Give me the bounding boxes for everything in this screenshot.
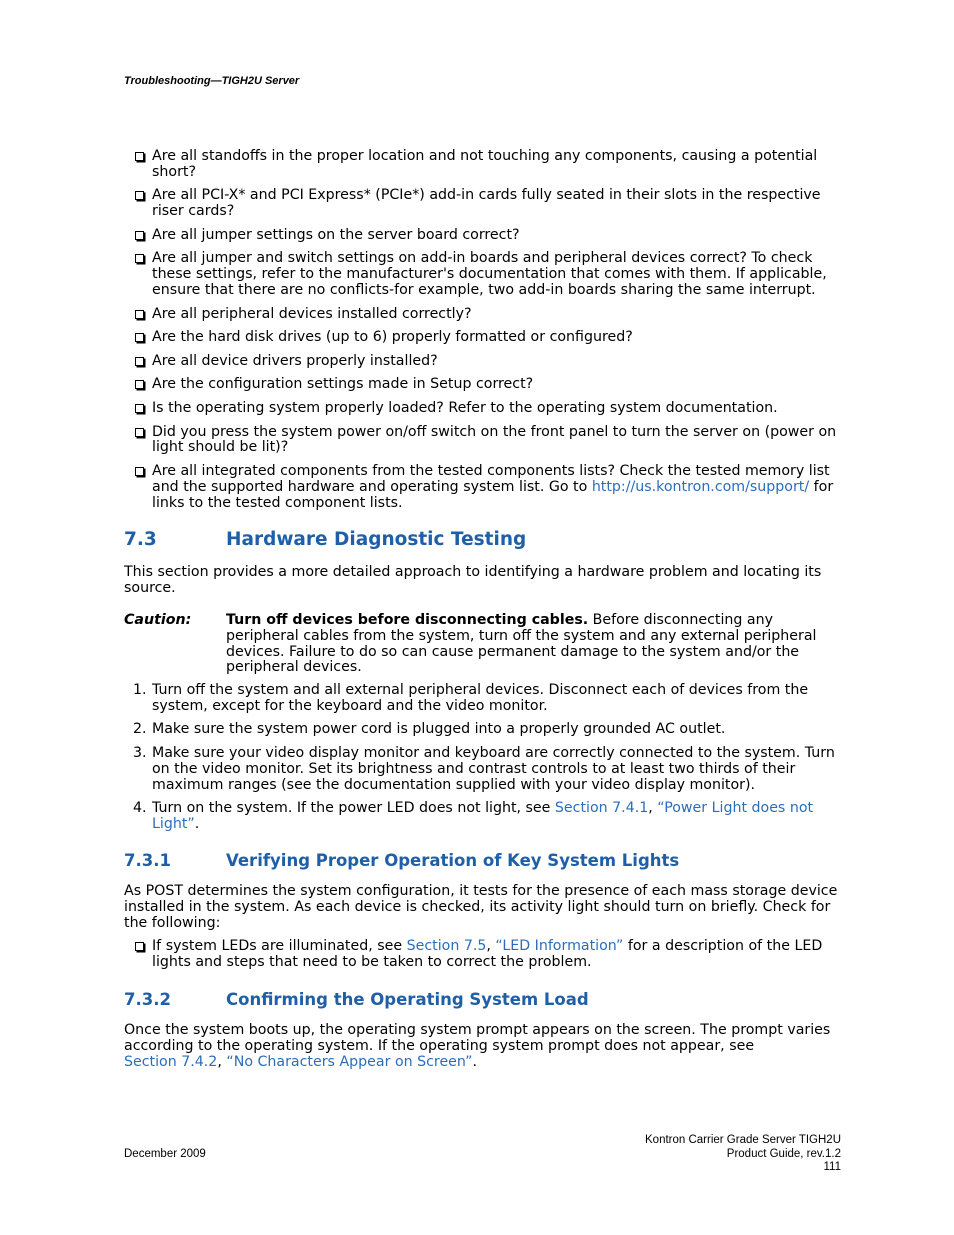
list-item: Are all standoffs in the proper location and not touching any components, causing a potential short? (124, 149, 839, 181)
caution-label: Caution: (124, 612, 192, 628)
list-item: Are the configuration settings made in Setup correct? (124, 377, 839, 393)
list-item: Are all peripheral devices installed correctly? (124, 307, 839, 323)
checkbox-icon (135, 254, 144, 263)
checklist (124, 939, 839, 971)
section-title-link[interactable]: “LED Information” (495, 938, 624, 954)
list-item: Are the hard disk drives (up to 6) properly formatted or configured? (124, 330, 839, 346)
list-item: Are all device drivers properly installed? (124, 354, 839, 370)
page-number: 111 (823, 1161, 841, 1173)
section-title: Verifying Proper Operation of Key System Lights (226, 851, 680, 870)
led-checklist-container (124, 939, 839, 971)
support-link[interactable]: http://us.kontron.com/support/ (591, 478, 810, 495)
steps-container (124, 683, 839, 833)
footer-guide: Product Guide, rev.1.2 (726, 1147, 841, 1160)
section-heading-7-3-2 (124, 990, 839, 1010)
section-link[interactable]: Section 7.4.1 (554, 800, 649, 817)
footer-product: Kontron Carrier Grade Server TIGH2U (645, 1134, 841, 1146)
checkbox-icon (135, 152, 144, 161)
checkbox-icon (135, 467, 144, 476)
checkbox-icon (135, 333, 144, 342)
list-item: 1. Turn off the system and all external peripheral devices. Disconnect each of devices from the system, except for the keyboard and the video monitor. (133, 682, 809, 714)
section-heading-7-3 (124, 529, 839, 551)
checkbox-icon (135, 380, 144, 389)
numbered-steps (124, 683, 839, 833)
list-item: If system LEDs are illuminated, see Section 7.5, “LED Information” for a description of the LED lights and steps that need to be taken to correct the problem. (124, 939, 839, 971)
section-intro: This section provides a more detailed approach to identifying a hardware problem and locating its source. (124, 564, 822, 596)
footer-date: December 2009 (124, 1148, 206, 1160)
section-link[interactable]: Section 7.5 (406, 938, 487, 954)
section-title: Hardware Diagnostic Testing (226, 529, 527, 550)
list-item: Are all PCI-X* and PCI Express* (PCIe*) add-in cards fully seated in their slots in the respective riser cards? (124, 188, 839, 220)
section-link[interactable]: Section 7.4.2 (124, 1053, 218, 1070)
list-item: Did you press the system power on/off switch on the front panel to turn the server on (power on light should be lit)? (124, 425, 839, 457)
section-title-link[interactable]: “No Characters Appear on Screen” (226, 1053, 473, 1070)
list-item: 3. Make sure your video display monitor and keyboard are correctly connected to the system. Turn on the video monitor. Set its brightness and contrast controls to at least two thirds of their maximum ranges (see the documentation supplied with your video display monitor). (133, 744, 835, 793)
section-title: Confirming the Operating System Load (226, 990, 589, 1009)
caution-text: Turn off devices before disconnecting cables. Before disconnecting any peripheral cables from the system, turn off the system and any external peripheral devices. Failure to do so can cause permanent damage to the system and/or the peripheral devices. (226, 612, 817, 676)
section-title-link[interactable]: “Power Light does not Light” (152, 800, 814, 832)
section-heading-7-3-1 (124, 851, 839, 871)
checkbox-icon (135, 357, 144, 366)
checklist-container (124, 149, 839, 511)
list-item: Are all jumper settings on the server board correct? (124, 228, 839, 244)
list-item: Are all jumper and switch settings on add-in boards and peripheral devices correct? To check these settings, refer to the manufacturer's documentation that comes with them. If applicable, ensure that there are no conflicts-for example, two add-in boards sharing the same interrupt. (124, 251, 839, 298)
checklist (124, 149, 839, 511)
list-item: Is the operating system properly loaded? Refer to the operating system documentation. (124, 401, 839, 417)
section-body: Once the system boots up, the operating system prompt appears on the screen. The prompt varies according to the operating system. If the operating system prompt does not appear, see Section 7.4.2, “No Characters Appear on Screen”. (124, 1022, 831, 1070)
section-body: As POST determines the system configuration, it tests for the presence of each mass storage device installed in the system. As each device is checked, its activity light should turn on briefly. Check for the following: (124, 883, 838, 931)
checkbox-icon (135, 942, 144, 951)
section-number: 7.3 (124, 529, 157, 550)
section-number: 7.3.1 (124, 851, 171, 870)
checkbox-icon (135, 404, 144, 413)
list-item: 2. Make sure the system power cord is plugged into a properly grounded AC outlet. (133, 721, 726, 738)
checkbox-icon (135, 310, 144, 319)
running-header: Troubleshooting—TIGH2U Server (124, 75, 300, 87)
checkbox-icon (135, 231, 144, 240)
footer-info (645, 1134, 841, 1175)
list-item: 4. Turn on the system. If the power LED does not light, see Section 7.4.1, “Power Light does not Light”. (133, 800, 814, 832)
list-item: Are all integrated components from the tested components lists? Check the tested memory list and the supported hardware and operating system list. Go to http://us.kontron.com/support/ for links to the tested component lists. (124, 464, 839, 511)
section-number: 7.3.2 (124, 990, 171, 1009)
caution-block (124, 613, 839, 677)
checkbox-icon (135, 428, 144, 437)
checkbox-icon (135, 191, 144, 200)
